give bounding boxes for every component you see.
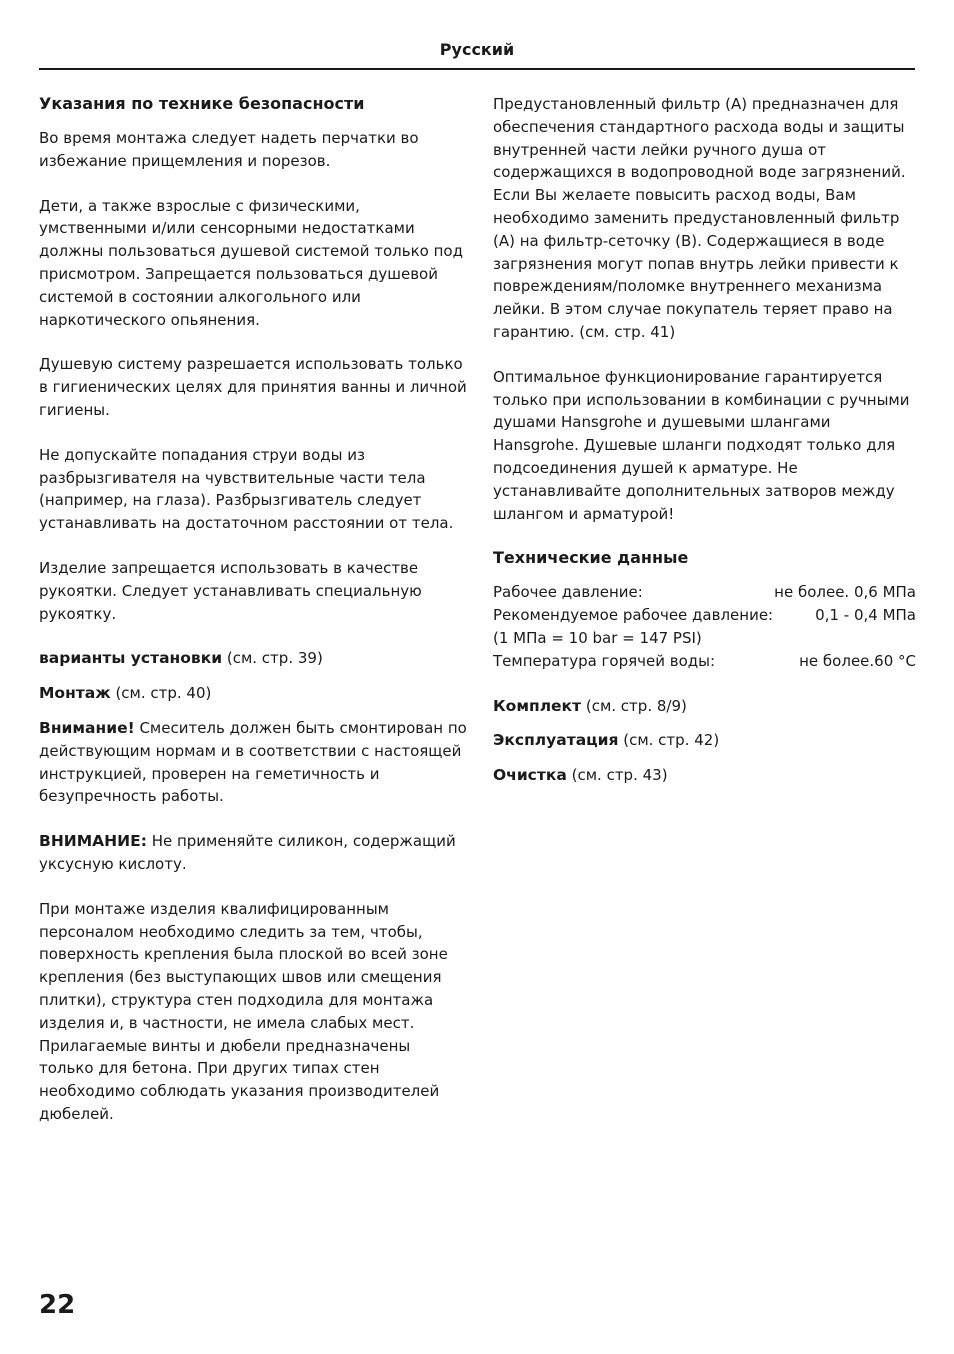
caution-label: ВНИМАНИЕ:	[39, 832, 147, 851]
spec-value: не более.60 °C	[799, 651, 916, 670]
spec-row	[493, 650, 916, 673]
header-divider	[39, 68, 915, 70]
kit-ref: (см. стр. 8/9)	[585, 696, 687, 715]
safety-paragraph-5: Изделие запрещается использовать в качестве рукоятки. Следует устанавливать специальную рукоятку.	[39, 558, 422, 623]
mounting-ref: (см. стр. 40)	[115, 684, 212, 703]
spec-row	[493, 604, 916, 627]
compatibility-paragraph: Оптимальное функционирование гарантируется только при использовании в комбинации с ручными душами Hansgrohe и душевыми шлангами Hansgrohe. Душевые шланги подходят только для подсоединения душей к арматуре. Не устанавливайте дополнительных затворов между шлангом и арматурой!	[493, 367, 910, 523]
attention-label: Внимание!	[39, 718, 135, 737]
mounting-line	[39, 682, 469, 705]
kit-line	[493, 695, 916, 718]
install-options-label: варианты установки	[39, 649, 223, 668]
right-column	[493, 93, 916, 787]
kit-label: Комплект	[493, 696, 582, 715]
spec-row	[493, 581, 916, 604]
attention-text: Смеситель должен быть смонтирован по действующим нормам и в соответствии с настоящей инструкцией, проверен на геметичность и безупречность работы.	[39, 718, 467, 806]
mounting-label: Монтаж	[39, 684, 111, 703]
caution-paragraph	[39, 830, 469, 876]
mounting-note: При монтаже изделия квалифицированным персоналом необходимо следить за тем, чтобы, поверхность крепления была плоской во всей зоне крепления (без выступающих швов или смещения плитки), структура стен подходила для монтажа изделия и, в частности, не имела слабых мест. Прилагаемые винты и дюбели предназначены только для бетона. При других типах стен необходимо соблюдать указания производителей дюбелей.	[39, 899, 448, 1123]
cleaning-ref: (см. стр. 43)	[571, 766, 668, 785]
safety-paragraph-2: Дети, а также взрослые с физическими, умственными и/или сенсорными недостатками должны пользоваться душевой системой только под присмотром. Запрещается пользоваться душевой системой в состоянии алкогольного или наркотического опьянения.	[39, 196, 463, 329]
attention-paragraph	[39, 717, 469, 808]
page-number: 22	[39, 1290, 76, 1320]
spec-row	[493, 627, 916, 650]
operation-line	[493, 729, 916, 752]
safety-paragraph-4: Не допускайте попадания струи воды из разбрызгивателя на чувствительные части тела (например, на глаза). Разбрызгиватель следует устанавливать на достаточном расстоянии от тела.	[39, 445, 454, 533]
install-options-ref: (см. стр. 39)	[226, 649, 323, 668]
tech-specs	[493, 581, 916, 672]
spec-label: (1 МПа = 10 bar = 147 PSI)	[493, 628, 702, 647]
safety-paragraph-1: Во время монтажа следует надеть перчатки во избежание прищемления и порезов.	[39, 129, 419, 170]
spec-label: Рабочее давление:	[493, 583, 643, 602]
filter-paragraph: Предустановленный фильтр (A) предназначен для обеспечения стандартного расхода воды и защиты внутренней части лейки ручного душа от содержащихся в водопроводной воде загрязнений. Если Вы желаете повысить расход воды, Вам необходимо заменить предустановленный фильтр (A) на фильтр-сеточку (B). Содержащиеся в воде загрязнения могут попав внутрь лейки привести к повреждениям/поломке внутреннего механизма лейки. В этом случае покупатель теряет право на гарантию. (см. стр. 41)	[493, 95, 906, 341]
operation-ref: (см. стр. 42)	[623, 731, 720, 750]
install-options-line	[39, 647, 469, 670]
spec-value: 0,1 - 0,4 МПа	[815, 606, 916, 625]
spec-value: не более. 0,6 МПа	[774, 583, 916, 602]
tech-data-title: Технические данные	[493, 548, 689, 568]
cleaning-line	[493, 764, 916, 787]
safety-paragraph-3: Душевую систему разрешается использовать только в гигиенических целях для принятия ванны и личной гигиены.	[39, 355, 467, 419]
left-column	[39, 93, 469, 1126]
spec-label: Температура горячей воды:	[493, 651, 716, 670]
spec-label: Рекомендуемое рабочее давление:	[493, 606, 774, 625]
cleaning-label: Очистка	[493, 766, 567, 785]
language-header: Русский	[439, 40, 515, 59]
operation-label: Эксплуатация	[493, 731, 619, 750]
caution-text: Не применяйте силикон, содержащий уксусную кислоту.	[39, 832, 456, 873]
safety-title: Указания по технике безопасности	[39, 94, 365, 113]
